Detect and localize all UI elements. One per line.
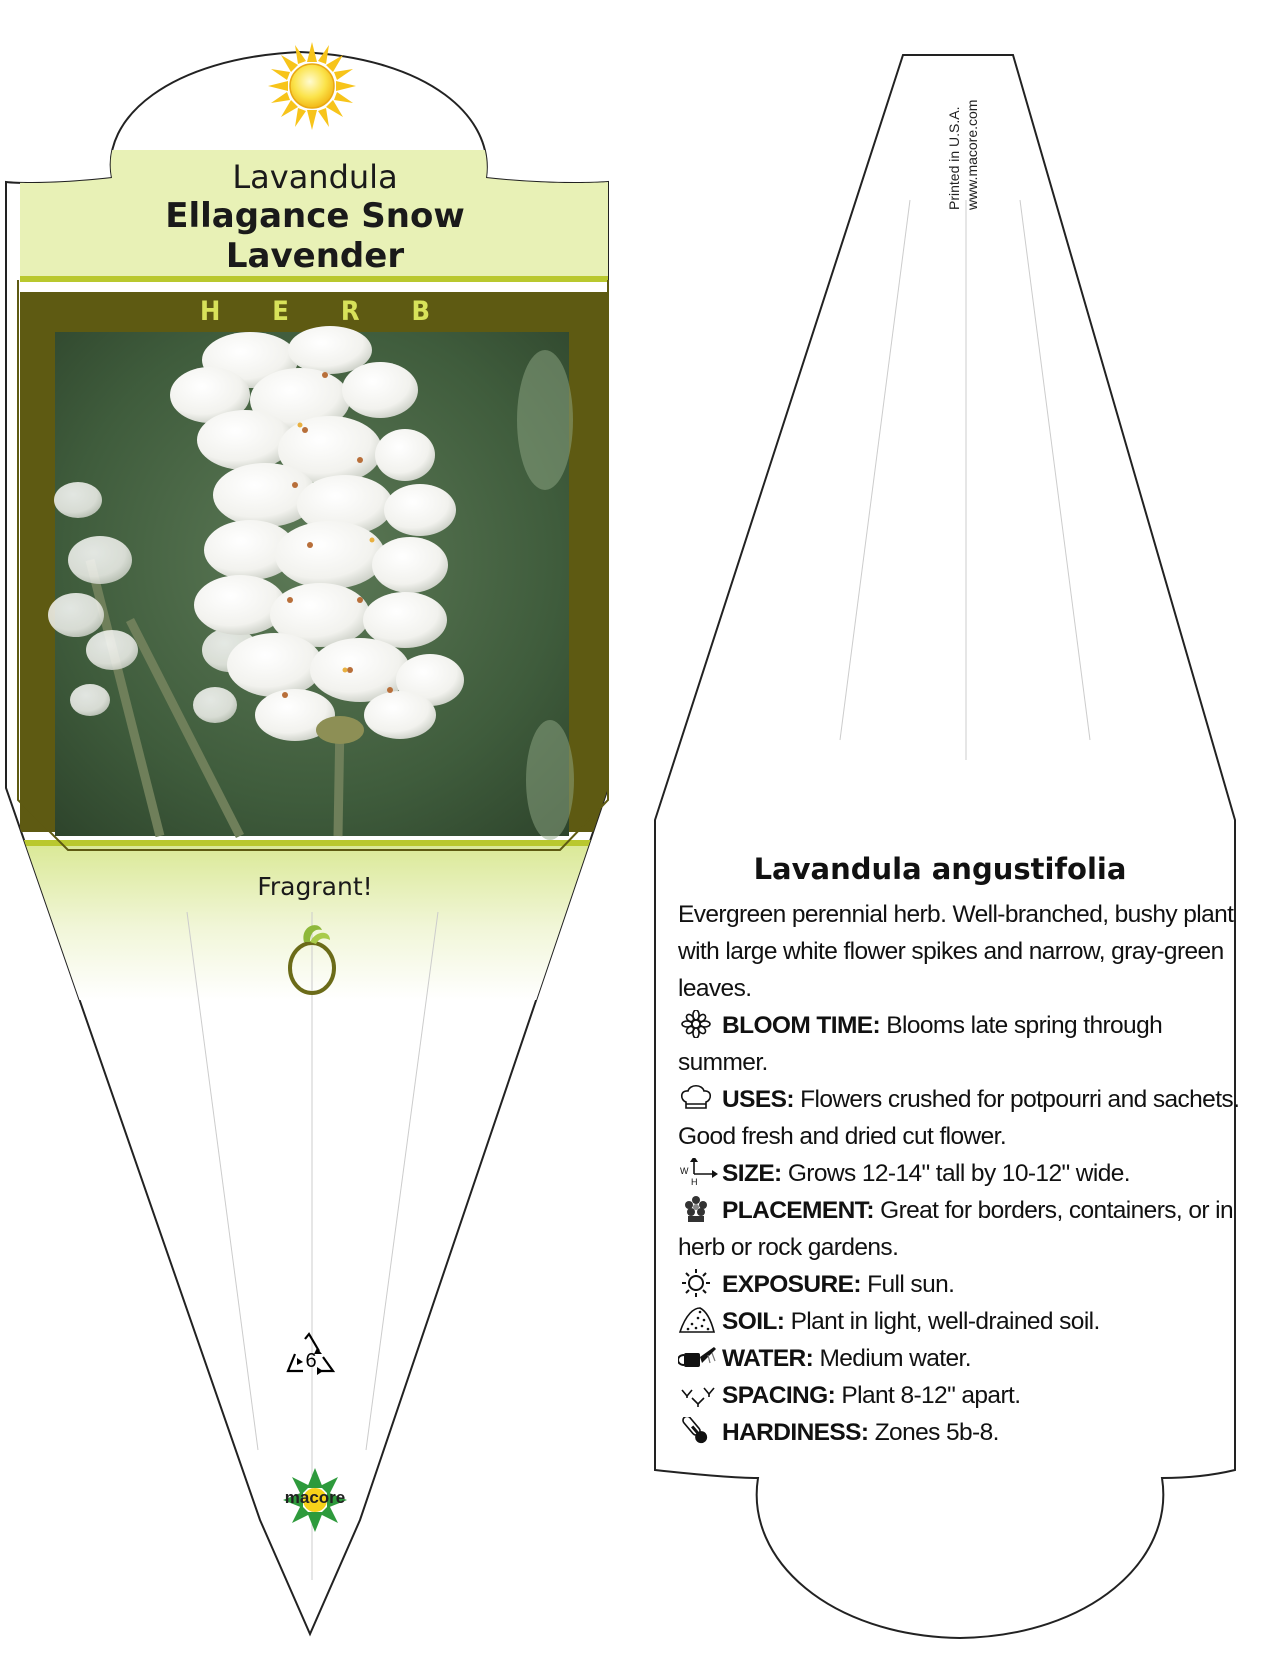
category-letter: R (340, 296, 360, 327)
care-exposure (678, 1266, 1253, 1303)
care-text: Flowers crushed for potpourri and sachets. Good fresh and dried cut flower. (678, 1086, 1240, 1150)
care-hardiness (678, 1414, 1253, 1451)
printed-in: Printed in U.S.A. (946, 106, 962, 210)
cultivar-line-1: Ellagance Snow (165, 196, 465, 236)
website: www.macore.com (964, 99, 980, 210)
size-arrows-icon (678, 1158, 718, 1186)
tagline: Fragrant! (257, 872, 373, 901)
spacing-icon (678, 1380, 718, 1408)
care-spacing (678, 1377, 1253, 1414)
care-text: Medium water. (819, 1345, 971, 1372)
care-water (678, 1340, 1253, 1377)
care-label: SOIL: (722, 1308, 785, 1335)
watering-can-icon (678, 1343, 718, 1371)
care-bloom-time (678, 1007, 1253, 1081)
flower-icon (678, 1010, 718, 1038)
care-soil (678, 1303, 1253, 1340)
care-text: Great for borders, containers, or in herb or rock gardens. (678, 1197, 1233, 1261)
care-text: Zones 5b-8. (874, 1419, 999, 1446)
placement-flower-icon (678, 1195, 718, 1223)
svg-text:W: W (680, 1166, 688, 1176)
care-label: BLOOM TIME: (722, 1012, 881, 1039)
thermometer-icon (678, 1417, 718, 1445)
cultivar-line-2: Lavender (225, 236, 405, 276)
care-label: PLACEMENT: (722, 1197, 874, 1224)
care-label: SPACING: (722, 1382, 836, 1409)
care-text: Blooms late spring through summer. (678, 1012, 1163, 1076)
category-label (200, 296, 430, 327)
care-placement (678, 1192, 1253, 1266)
care-label: HARDINESS: (722, 1419, 869, 1446)
print-info (945, 100, 981, 210)
scientific-name: Lavandula angustifolia (753, 852, 1127, 886)
description-text: Evergreen perennial herb. Well-branched, bushy plant with large white flower spikes and narrow, gray-green leaves. (678, 901, 1234, 1002)
category-letter: B (411, 296, 430, 327)
care-uses (678, 1081, 1253, 1155)
front-tag (6, 42, 610, 1634)
recycle-number: 6 (305, 1350, 317, 1372)
care-label: WATER: (722, 1345, 814, 1372)
svg-text:H: H (691, 1177, 697, 1186)
category-letter: H (200, 296, 221, 327)
soil-icon (678, 1306, 718, 1334)
care-label: USES: (722, 1086, 794, 1113)
care-text: Plant 8-12" apart. (841, 1382, 1021, 1409)
cultivar-name (95, 196, 535, 276)
chef-hat-icon (678, 1084, 718, 1112)
care-size (678, 1155, 1253, 1192)
plant-photo (48, 326, 574, 840)
care-label: SIZE: (722, 1160, 782, 1187)
plant-description (678, 896, 1253, 1451)
full-sun-icon (268, 42, 356, 130)
category-letter: E (272, 296, 289, 327)
brand-name: macore (284, 1488, 346, 1507)
care-label: EXPOSURE: (722, 1271, 861, 1298)
care-text: Plant in light, well-drained soil. (790, 1308, 1100, 1335)
sun-icon (678, 1269, 718, 1297)
care-text: Full sun. (867, 1271, 955, 1298)
care-text: Grows 12-14" tall by 10-12" wide. (787, 1160, 1130, 1187)
genus-name: Lavandula (232, 158, 398, 196)
